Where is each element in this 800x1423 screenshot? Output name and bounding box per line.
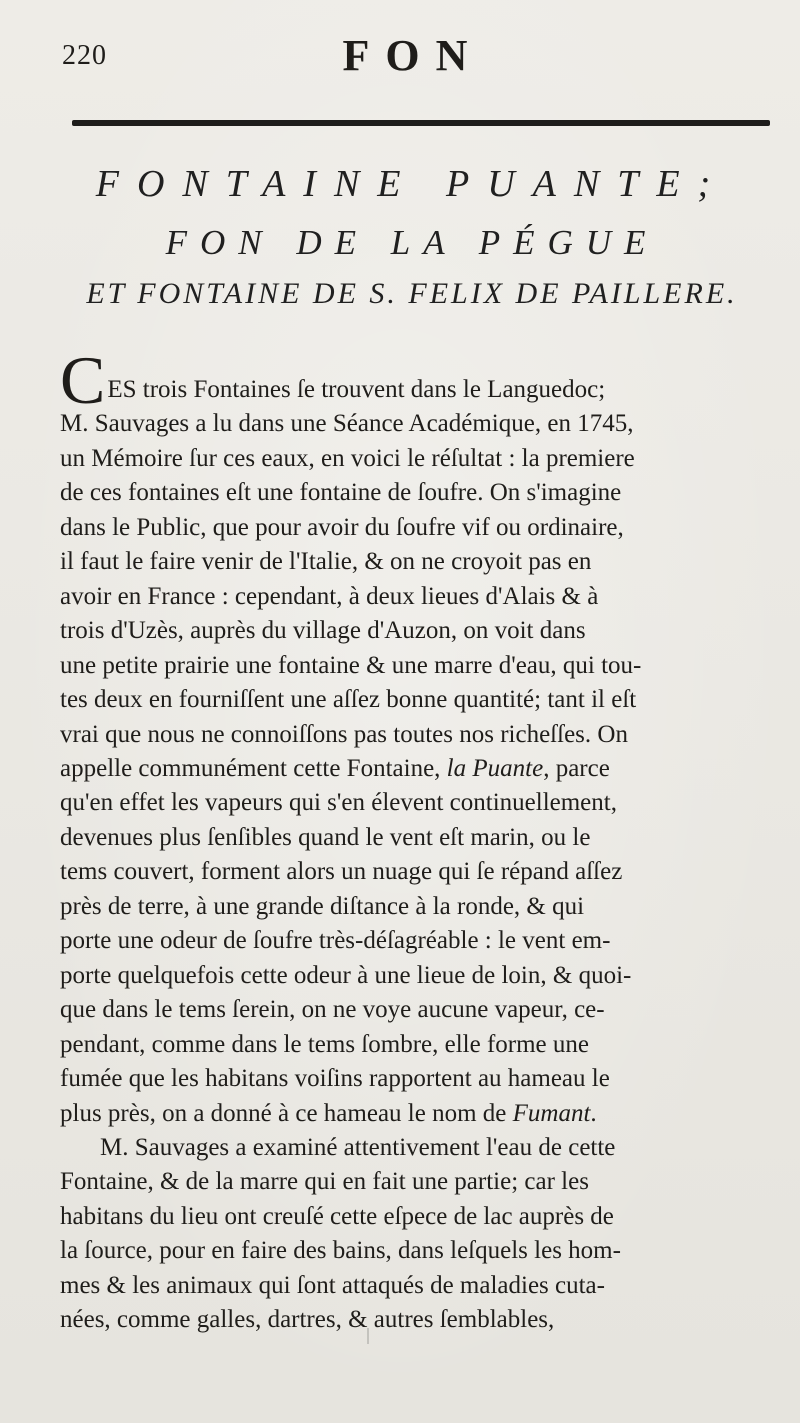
- section-title-line-3: ET FONTAINE DE S. FELIX DE PAILLERE.: [86, 277, 738, 310]
- text-line-22-a: plus près, on a donné à ce hameau le nom de: [60, 1099, 513, 1127]
- text-line-24: Fontaine, & de la marre qui en fait une partie; car les: [60, 1168, 589, 1196]
- text-line-18: porte quelquefois cette odeur à une lieue de loin, & quoi-: [60, 961, 632, 989]
- text-line-6: il faut le faire venir de l'Italie, & on ne croyoit pas en: [60, 548, 592, 576]
- text-line-12: [60, 752, 770, 786]
- text-line-8: trois d'Uzès, auprès du village d'Auzon, on voit dans: [60, 617, 586, 645]
- text-line-22: [60, 1097, 770, 1131]
- text-line-22-c: .: [590, 1099, 597, 1127]
- page-number: 220: [62, 40, 107, 71]
- italic-fumant: Fumant: [512, 1099, 591, 1127]
- page-header: [62, 30, 764, 82]
- header-rule: [72, 120, 770, 126]
- text-line-5: dans le Public, que pour avoir du ſoufre vif ou ordinaire,: [60, 513, 624, 541]
- text-line-26: la ſource, pour en faire des bains, dans leſquels les hom-: [60, 1237, 621, 1265]
- body-text: [60, 345, 770, 1338]
- italic-la-puante: la Puante: [446, 754, 544, 782]
- text-line-25: habitans du lieu ont creuſé cette eſpece de lac auprès de: [60, 1202, 614, 1230]
- text-line-10: tes deux en fourniſſent une aſſez bonne quantité; tant il eſt: [60, 686, 637, 714]
- text-line-27: mes & les animaux qui ſont attaqués de maladies cuta-: [60, 1271, 605, 1299]
- text-line-21: fumée que les habitans voiſins rapportent au hameau le: [60, 1065, 610, 1093]
- text-line-17: porte une odeur de ſoufre très-déſagréable : le vent em-: [60, 927, 611, 955]
- print-mark: [367, 1328, 377, 1344]
- text-line-9: une petite prairie une fontaine & une marre d'eau, qui tou-: [60, 651, 642, 679]
- drop-cap: C: [60, 345, 106, 408]
- section-title-line-2: FON DE LA PÉGUE: [165, 223, 659, 262]
- text-line-2: M. Sauvages a lu dans une Séance Académique, en 1745,: [60, 410, 634, 438]
- text-line-15: tems couvert, forment alors un nuage qui ſe répand aſſez: [60, 858, 623, 886]
- text-line-12-c: , parce: [543, 754, 610, 782]
- text-line-19: que dans le tems ſerein, on ne voye aucune vapeur, ce-: [60, 996, 605, 1024]
- text-line-12-a: appelle communément cette Fontaine,: [60, 754, 447, 782]
- section-title-line-1: FONTAINE PUANTE;: [95, 163, 729, 205]
- text-line-16: près de terre, à une grande diſtance à la ronde, & qui: [60, 892, 585, 920]
- text-line-14: devenues plus ſenſibles quand le vent eſt marin, ou le: [60, 823, 591, 851]
- text-line-23: M. Sauvages a examiné attentivement l'eau de cette: [100, 1133, 616, 1161]
- text-line-13: qu'en effet les vapeurs qui s'en élevent continuellement,: [60, 789, 617, 817]
- text-line-1-rest: ES trois Fontaines ſe trouvent dans le Languedoc;: [107, 376, 606, 403]
- text-line-28: nées, comme galles, dartres, & autres ſemblables,: [60, 1306, 555, 1334]
- text-line-1: [60, 345, 770, 407]
- text-line-4: de ces fontaines eſt une fontaine de ſoufre. On s'imagine: [60, 479, 622, 507]
- text-line-3: un Mémoire ſur ces eaux, en voici le réſultat : la premiere: [60, 444, 635, 472]
- text-line-11: vrai que nous ne connoiſſons pas toutes nos richeſſes. On: [60, 720, 628, 748]
- text-line-20: pendant, comme dans le tems ſombre, elle forme une: [60, 1030, 589, 1058]
- running-head: FON: [342, 31, 484, 80]
- text-line-7: avoir en France : cependant, à deux lieues d'Alais & à: [60, 582, 599, 610]
